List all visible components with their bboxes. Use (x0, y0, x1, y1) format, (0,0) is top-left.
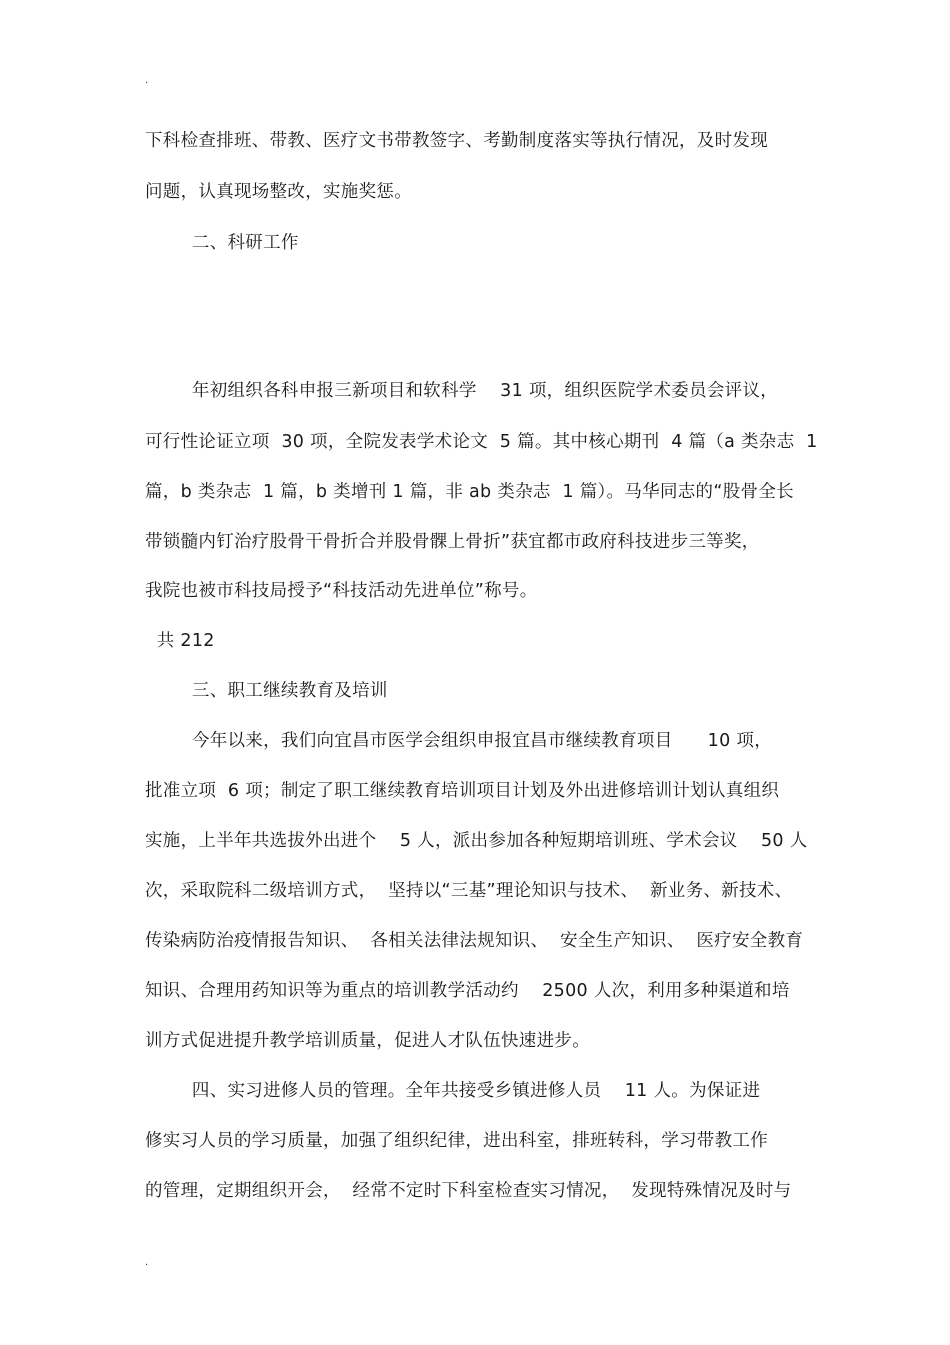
text-line: 训方式促进提升教学培训质量，促进人才队伍快速进步。 (145, 1031, 590, 1051)
page-bottom-marker: . (145, 1257, 149, 1268)
section-heading: 三、职工继续教育及培训 (145, 681, 388, 701)
text-line: 带锁髓内钉治疗股骨干骨折合并股骨髁上骨折”获宜都市政府科技进步三等奖， (145, 532, 760, 552)
text-line: 知识、合理用药知识等为重点的培训教学活动约 2500 人次，利用多种渠道和培 (145, 981, 790, 1001)
text-line: 年初组织各科申报三新项目和软科学 31 项，组织医院学术委员会评议， (145, 381, 779, 401)
text-line: 今年以来，我们向宜昌市医学会组织申报宜昌市继续教育项目 10 项， (145, 731, 773, 751)
text-line: 批准立项 6 项；制定了职工继续教育培训项目计划及外出进修培训计划认真组织 (145, 781, 780, 801)
page-count-note: 共 212 (145, 631, 215, 651)
text-line: 修实习人员的学习质量，加强了组织纪律，进出科室，排班转科，学习带教工作 (145, 1131, 768, 1151)
page-top-marker: . (145, 75, 149, 86)
section-heading: 二、科研工作 (145, 233, 299, 253)
text-line: 传染病防治疫情报告知识、 各相关法律法规知识、 安全生产知识、 医疗安全教育 (145, 931, 804, 951)
text-line: 下科检查排班、带教、医疗文书带教签字、考勤制度落实等执行情况，及时发现 (145, 131, 768, 151)
text-line: 我院也被市科技局授予“科技活动先进单位”称号。 (145, 581, 538, 601)
text-line: 实施，上半年共选拔外出进个 5 人，派出参加各种短期培训班、学术会议 50 人 (145, 831, 808, 851)
text-line: 四、实习进修人员的管理。全年共接受乡镇进修人员 11 人。为保证进 (145, 1081, 761, 1101)
text-line: 次，采取院科二级培训方式， 坚持以“三基”理论知识与技术、 新业务、新技术、 (145, 881, 793, 901)
text-line: 问题，认真现场整改，实施奖惩。 (145, 182, 412, 202)
text-line: 的管理，定期组织开会， 经常不定时下科室检查实习情况， 发现特殊情况及时与 (145, 1181, 792, 1201)
text-line: 可行性论证立项 30 项，全院发表学术论文 5 篇。其中核心期刊 4 篇（a 类杂志 1 (145, 432, 818, 452)
text-line: 篇，b 类杂志 1 篇，b 类增刊 1 篇，非 ab 类杂志 1 篇）。马华同志的“股骨全长 (145, 482, 794, 502)
